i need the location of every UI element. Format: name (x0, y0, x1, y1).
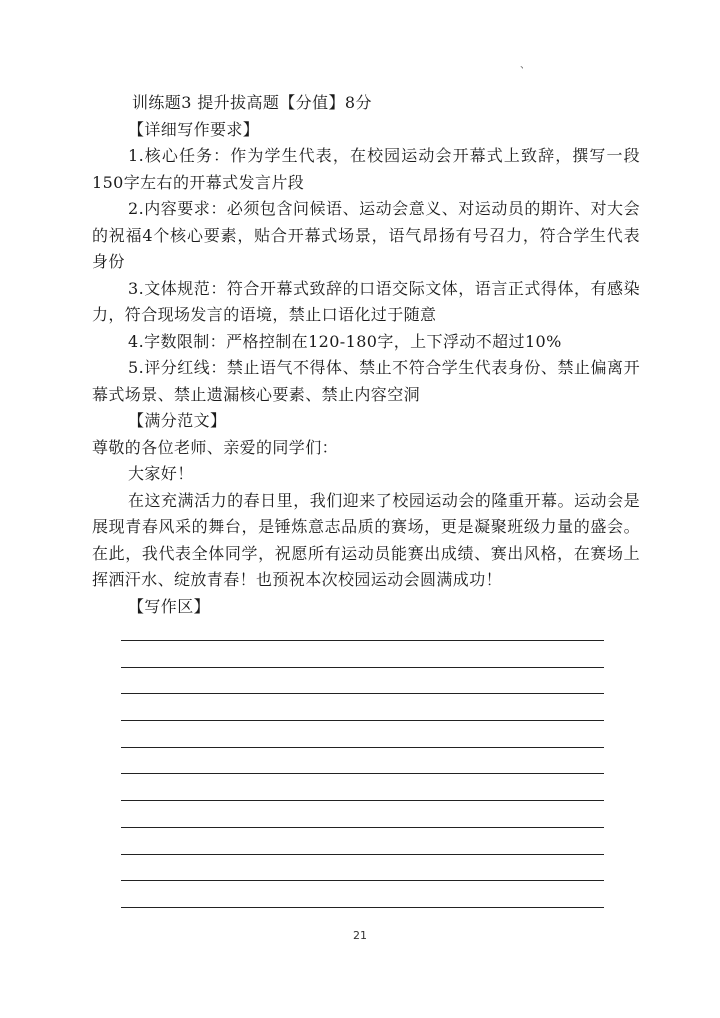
writing-line[interactable] (121, 774, 604, 801)
requirements-heading: 【详细写作要求】 (128, 119, 260, 139)
writing-line[interactable] (121, 641, 604, 668)
writing-line[interactable] (121, 801, 604, 828)
requirement-item-1: 1.核心任务：作为学生代表，在校园运动会开幕式上致辞，撰写一段150字左右的开幕式发言片段 (92, 146, 640, 192)
document-body (92, 90, 640, 620)
sample-salutation: 尊敬的各位老师、亲爱的同学们： (92, 437, 339, 457)
writing-heading: 【写作区】 (128, 596, 211, 616)
sample-heading: 【满分范文】 (128, 411, 227, 430)
writing-line[interactable] (121, 855, 604, 882)
writing-line[interactable] (121, 828, 604, 855)
writing-line[interactable] (121, 694, 604, 721)
requirement-item-2: 2.内容要求：必须包含问候语、运动会意义、对运动员的期许、对大会的祝福4个核心要素，贴合开幕式场景，语气昂扬有号召力，符合学生代表身份 (92, 199, 640, 271)
page-number: 21 (353, 929, 367, 942)
sample-body: 在这充满活力的春日里，我们迎来了校园运动会的隆重开幕。运动会是展现青春风采的舞台，是锤炼意志品质的赛场，更是凝聚班级力量的盛会。在此，我代表全体同学，祝愿所有运动员能赛出成绩、赛出风格，在赛场上挥洒汗水、绽放青春！也预祝本次校园运动会圆满成功！ (92, 490, 640, 589)
writing-line[interactable] (121, 748, 604, 775)
requirement-item-3: 3.文体规范：符合开幕式致辞的口语交际文体，语言正式得体，有感染力，符合现场发言的语境，禁止口语化过于随意 (92, 278, 640, 324)
requirement-item-4: 4.字数限制：严格控制在120-180字，上下浮动不超过10% (128, 331, 562, 351)
requirement-item-5: 5.评分红线：禁止语气不得体、禁止不符合学生代表身份、禁止偏离开幕式场景、禁止遗漏核心要素、禁止内容空洞 (92, 358, 640, 404)
exercise-title: 训练题3 提升拔高题【分值】8分 (132, 93, 372, 112)
stray-mark: 、 (520, 60, 530, 71)
writing-line[interactable] (121, 881, 604, 908)
writing-area[interactable] (121, 640, 604, 908)
writing-line[interactable] (121, 668, 604, 695)
sample-greeting: 大家好！ (128, 464, 194, 483)
writing-line[interactable] (121, 721, 604, 748)
